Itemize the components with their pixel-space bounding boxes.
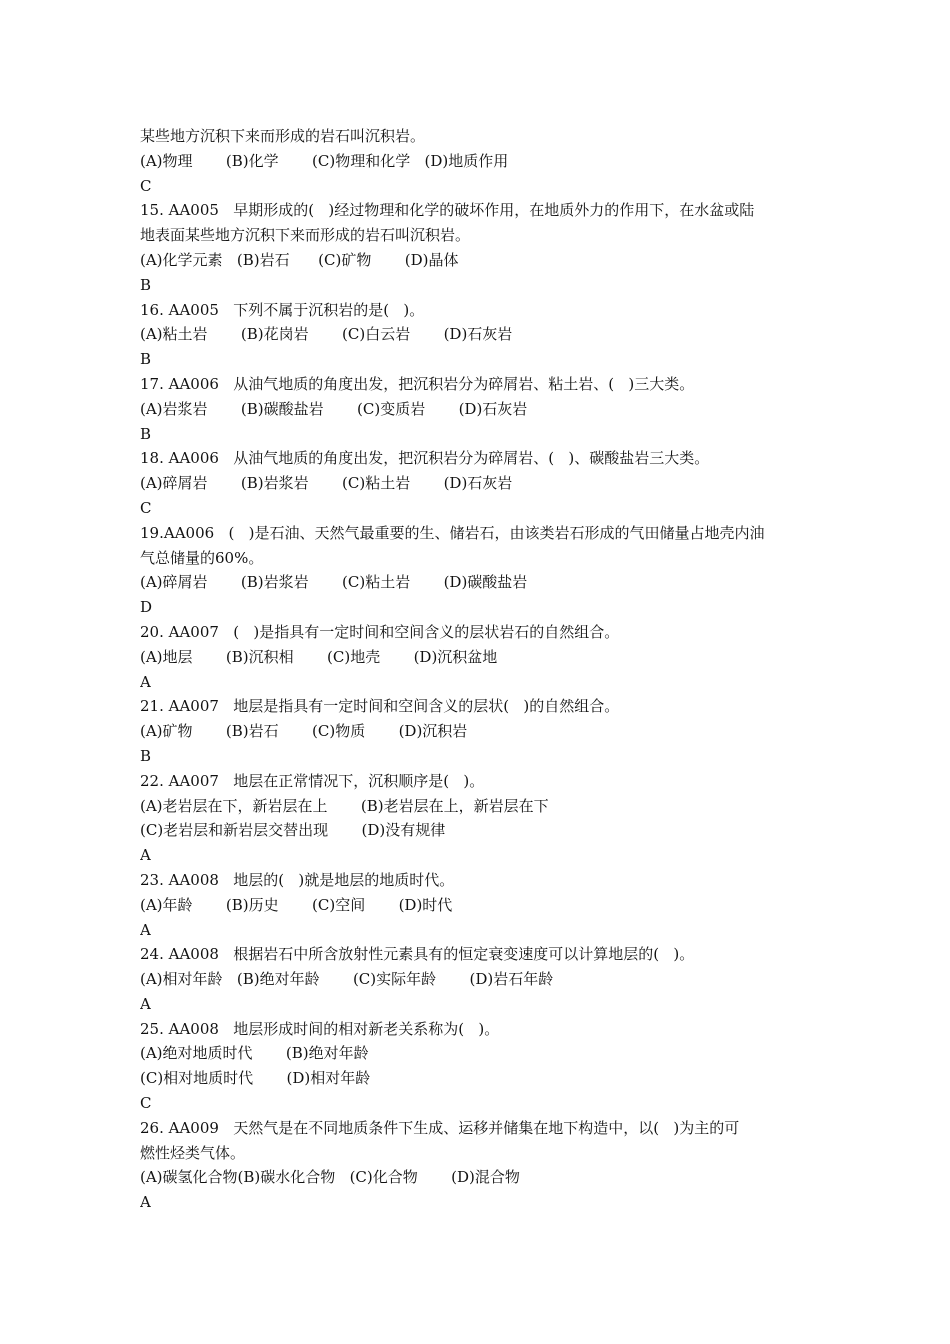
question-text: 20. AA007 ( )是指具有一定时间和空间含义的层状岩石的自然组合。 — [140, 622, 620, 641]
answer-key: B — [140, 424, 152, 443]
answer-key: C — [140, 498, 152, 517]
answer-key: C — [140, 1094, 152, 1113]
question-text-continuation: 燃性烃类气体。 — [140, 1143, 246, 1162]
question-text-continuation: 地表面某些地方沉积下来而形成的岩石叫沉积岩。 — [140, 226, 471, 245]
answer-options: (A)老岩层在下，新岩层在上 (B)老岩层在上，新岩层在下 — [140, 796, 549, 815]
question-text: 25. AA008 地层形成时间的相对新老关系称为( )。 — [140, 1019, 500, 1038]
answer-options: (C)老岩层和新岩层交替出现 (D)没有规律 — [140, 821, 446, 840]
question-text: 15. AA005 早期形成的( )经过物理和化学的破坏作用，在地质外力的作用下，在水盆或陆 — [140, 201, 755, 220]
answer-options: (A)碎屑岩 (B)岩浆岩 (C)粘土岩 (D)石灰岩 — [140, 474, 513, 493]
question-text: 22. AA007 地层在正常情况下，沉积顺序是( )。 — [140, 771, 485, 790]
question-text: 23. AA008 地层的( )就是地层的地质时代。 — [140, 870, 455, 889]
answer-key: D — [140, 598, 153, 617]
answer-key: B — [140, 746, 152, 765]
answer-options: (C)相对地质时代 (D)相对年龄 — [140, 1069, 371, 1088]
answer-key: C — [140, 176, 152, 195]
question-text: 16. AA005 下列不属于沉积岩的是( )。 — [140, 300, 425, 319]
answer-options: (A)地层 (B)沉积相 (C)地壳 (D)沉积盆地 — [140, 647, 498, 666]
question-list — [140, 124, 820, 1215]
answer-options: (A)绝对地质时代 (B)绝对年龄 — [140, 1044, 369, 1063]
question-text: 21. AA007 地层是指具有一定时间和空间含义的层状( )的自然组合。 — [140, 697, 620, 716]
answer-key: B — [140, 275, 152, 294]
answer-options: (A)物理 (B)化学 (C)物理和化学 (D)地质作用 — [140, 151, 509, 170]
answer-key: A — [140, 994, 151, 1013]
question-text-continuation: 某些地方沉积下来而形成的岩石叫沉积岩。 — [140, 127, 426, 145]
answer-options: (A)碳氢化合物(B)碳水化合物 (C)化合物 (D)混合物 — [140, 1168, 520, 1187]
answer-key: A — [140, 920, 151, 939]
answer-key: A — [140, 1193, 151, 1212]
question-text: 24. AA008 根据岩石中所含放射性元素具有的恒定衰变速度可以计算地层的( )。 — [140, 945, 695, 964]
answer-options: (A)化学元素 (B)岩石 (C)矿物 (D)晶体 — [140, 250, 459, 269]
answer-key: A — [140, 846, 151, 865]
answer-options: (A)相对年龄 (B)绝对年龄 (C)实际年龄 (D)岩石年龄 — [140, 970, 554, 989]
question-text: 26. AA009 天然气是在不同地质条件下生成、运移并储集在地下构造中，以( )为主的可 — [140, 1118, 740, 1137]
question-text: 19.AA006 ( )是石油、天然气最重要的生、储岩石，由该类岩石形成的气田储量占地壳内油 — [140, 523, 765, 542]
answer-options: (A)岩浆岩 (B)碳酸盐岩 (C)变质岩 (D)石灰岩 — [140, 399, 528, 418]
answer-options: (A)矿物 (B)岩石 (C)物质 (D)沉积岩 — [140, 722, 468, 741]
answer-key: A — [140, 672, 151, 691]
answer-options: (A)碎屑岩 (B)岩浆岩 (C)粘土岩 (D)碳酸盐岩 — [140, 573, 528, 592]
answer-options: (A)粘土岩 (B)花岗岩 (C)白云岩 (D)石灰岩 — [140, 325, 513, 344]
question-text: 17. AA006 从油气地质的角度出发，把沉积岩分为碎屑岩、粘土岩、( )三大类。 — [140, 374, 695, 393]
answer-options: (A)年龄 (B)历史 (C)空间 (D)时代 — [140, 895, 453, 914]
question-text-continuation: 气总储量的60%。 — [140, 548, 264, 567]
question-text: 18. AA006 从油气地质的角度出发，把沉积岩分为碎屑岩、( )、碳酸盐岩三大类。 — [140, 449, 710, 468]
answer-key: B — [140, 350, 152, 369]
